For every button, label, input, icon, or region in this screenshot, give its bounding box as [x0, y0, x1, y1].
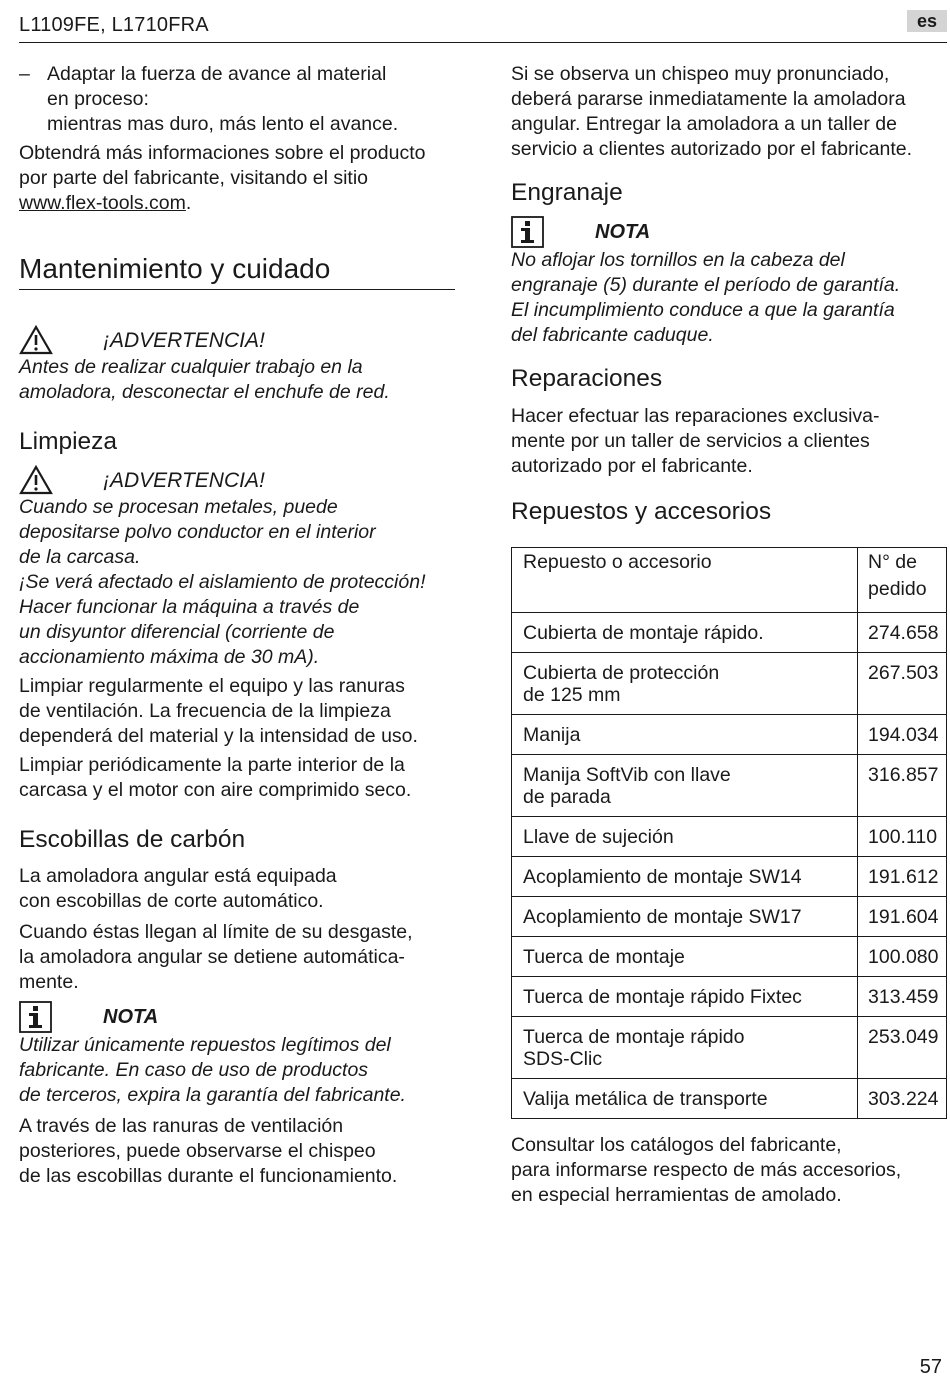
- text-line: mente.: [19, 971, 79, 993]
- part-name: [512, 817, 858, 857]
- part-name: [512, 613, 858, 653]
- website-link[interactable]: www.flex-tools.com: [19, 192, 186, 214]
- text-line: accionamiento máxima de 30 mA).: [19, 646, 320, 668]
- warning-header: [19, 465, 455, 495]
- part-line: de parada: [523, 786, 611, 808]
- text-line: de terceros, expira la garantía del fabricante.: [19, 1084, 406, 1106]
- text-line: Utilizar únicamente repuestos legítimos del: [19, 1034, 391, 1056]
- text-line: con escobillas de corte automático.: [19, 890, 324, 912]
- warning-text: [19, 355, 455, 405]
- dash-line: mientras mas duro, más lento el avance.: [47, 113, 399, 135]
- text-line: dependerá del material y la intensidad de uso.: [19, 725, 418, 747]
- text-line: Hacer efectuar las reparaciones exclusiva-: [511, 405, 880, 427]
- warning-label: ¡ADVERTENCIA!: [103, 329, 265, 352]
- order-number: 194.034: [858, 715, 947, 755]
- order-number: 253.049: [858, 1017, 947, 1079]
- part-line: SDS-Clic: [523, 1048, 603, 1070]
- text-line: carcasa y el motor con aire comprimido seco.: [19, 779, 412, 801]
- note-text: [19, 1033, 455, 1108]
- text-line: mente por un taller de servicios a clientes: [511, 430, 870, 452]
- part-name: [512, 653, 858, 715]
- text-line: Cuando se procesan metales, puede: [19, 496, 338, 518]
- text-line: Limpiar regularmente el equipo y las ranuras: [19, 675, 405, 697]
- cleaning-heading: Limpieza: [19, 428, 118, 455]
- info-icon: [511, 216, 544, 253]
- parts-table: [511, 547, 947, 1119]
- order-number: 303.224: [858, 1079, 947, 1119]
- repairs-heading: Reparaciones: [511, 365, 663, 392]
- part-line: de 125 mm: [523, 684, 621, 706]
- text-line: Hacer funcionar la máquina a través de: [19, 596, 360, 618]
- spark-paragraph: [511, 62, 947, 162]
- text-line: Si se observa un chispeo muy pronunciado,: [511, 63, 890, 85]
- dash-list-item: [19, 62, 455, 137]
- text-line: de la carcasa.: [19, 546, 141, 568]
- order-number: 274.658: [858, 613, 947, 653]
- table-row: [512, 653, 947, 715]
- table-row: [512, 613, 947, 653]
- left-column: [19, 62, 455, 1189]
- text-line: Obtendrá más informaciones sobre el producto: [19, 142, 426, 164]
- table-row: [512, 715, 947, 755]
- warning-header: [19, 325, 455, 355]
- part-line: Manija SoftVib con llave: [523, 764, 731, 786]
- brush-paragraph: [19, 920, 455, 995]
- text-line: deberá pararse inmediatamente la amoladora: [511, 88, 906, 110]
- part-line: Manija: [523, 724, 581, 746]
- text-line: No aflojar los tornillos en la cabeza del: [511, 249, 845, 271]
- table-row: [512, 1079, 947, 1119]
- part-line: Tuerca de montaje rápido: [523, 1026, 745, 1048]
- warning-label: ¡ADVERTENCIA!: [103, 469, 265, 492]
- page-number: 57: [919, 1356, 942, 1378]
- part-name: [512, 857, 858, 897]
- part-line: Tuerca de montaje: [523, 946, 685, 968]
- language-badge: es: [907, 10, 947, 32]
- part-line: Llave de sujeción: [523, 826, 674, 848]
- text-line: angular. Entregar la amoladora a un taller de: [511, 113, 897, 135]
- page-header: [19, 10, 947, 43]
- note-text: [511, 248, 947, 348]
- text-line: autorizado por el fabricante.: [511, 455, 753, 477]
- table-row: [512, 755, 947, 817]
- gear-heading: Engranaje: [511, 179, 623, 206]
- maintenance-heading: [19, 252, 455, 290]
- order-number: 267.503: [858, 653, 947, 715]
- part-name: [512, 1017, 858, 1079]
- brush-paragraph: [19, 1114, 455, 1189]
- note-label: NOTA: [595, 221, 651, 243]
- table-header-row: [512, 548, 947, 613]
- dash-line: Adaptar la fuerza de avance al material: [47, 63, 387, 85]
- brush-paragraph: [19, 864, 455, 914]
- text-line: del fabricante caduque.: [511, 324, 714, 346]
- part-line: Cubierta de protección: [523, 662, 720, 684]
- part-name: [512, 977, 858, 1017]
- text-line: amoladora, desconectar el enchufe de red.: [19, 381, 390, 403]
- text-line: de las escobillas durante el funcionamiento.: [19, 1165, 398, 1187]
- info-icon: [19, 1001, 52, 1038]
- text-line: en especial herramientas de amolado.: [511, 1184, 842, 1206]
- note-label: NOTA: [103, 1006, 159, 1028]
- text-line: fabricante. En caso de uso de productos: [19, 1059, 369, 1081]
- part-name: [512, 715, 858, 755]
- part-name: [512, 1079, 858, 1119]
- warning-triangle-icon: [19, 325, 53, 360]
- text-line: Limpiar periódicamente la parte interior de la: [19, 754, 405, 776]
- note-header: [511, 216, 947, 248]
- right-column: [511, 62, 947, 1208]
- carbon-brushes-heading: Escobillas de carbón: [19, 826, 246, 853]
- period: .: [185, 192, 192, 214]
- table-row: [512, 897, 947, 937]
- table-row: [512, 1017, 947, 1079]
- table-row: [512, 977, 947, 1017]
- part-line: Acoplamiento de montaje SW17: [523, 906, 802, 928]
- header-line: pedido: [868, 578, 927, 600]
- order-number: 191.612: [858, 857, 947, 897]
- model-title: L1109FE, L1710FRA: [19, 14, 209, 36]
- catalog-paragraph: [511, 1133, 947, 1208]
- text-line: La amoladora angular está equipada: [19, 865, 337, 887]
- text-line: El incumplimiento conduce a que la garantía: [511, 299, 895, 321]
- order-number: 316.857: [858, 755, 947, 817]
- order-number: 100.110: [858, 817, 947, 857]
- text-line: Consultar los catálogos del fabricante,: [511, 1134, 842, 1156]
- part-name: [512, 937, 858, 977]
- text-line: por parte del fabricante, visitando el sitio: [19, 167, 369, 189]
- order-number: 191.604: [858, 897, 947, 937]
- part-line: Tuerca de montaje rápido Fixtec: [523, 986, 802, 1008]
- text-line: Antes de realizar cualquier trabajo en la: [19, 356, 363, 378]
- text-line: de ventilación. La frecuencia de la limpieza: [19, 700, 391, 722]
- cleaning-paragraph: [19, 753, 455, 803]
- text-line: Cuando éstas llegan al límite de su desgaste,: [19, 921, 413, 943]
- text-line: engranaje (5) durante el período de garantía.: [511, 274, 901, 296]
- dash-bullet: –: [19, 63, 30, 85]
- part-name: [512, 897, 858, 937]
- warning-text: [19, 495, 455, 670]
- table-row: [512, 937, 947, 977]
- order-number: 313.459: [858, 977, 947, 1017]
- info-paragraph: [19, 141, 455, 216]
- text-line: un disyuntor diferencial (corriente de: [19, 621, 335, 643]
- dash-line: en proceso:: [47, 88, 149, 110]
- text-line: la amoladora angular se detiene automática-: [19, 946, 405, 968]
- note-header: [19, 1001, 455, 1033]
- part-line: Cubierta de montaje rápido.: [523, 622, 764, 644]
- text-line: para informarse respecto de más accesorios,: [511, 1159, 902, 1181]
- text-line: [19, 191, 455, 216]
- column-header-order-number: [858, 548, 947, 613]
- text-line: ¡Se verá afectado el aislamiento de protección!: [19, 571, 426, 593]
- parts-heading: Repuestos y accesorios: [511, 498, 772, 525]
- text-line: depositarse polvo conductor en el interior: [19, 521, 376, 543]
- text-line: servicio a clientes autorizado por el fabricante.: [511, 138, 913, 160]
- cleaning-paragraph: [19, 674, 455, 749]
- part-line: Valija metálica de transporte: [523, 1088, 768, 1110]
- text-line: posteriores, puede observarse el chispeo: [19, 1140, 376, 1162]
- order-number: 100.080: [858, 937, 947, 977]
- part-name: [512, 755, 858, 817]
- warning-triangle-icon: [19, 465, 53, 500]
- column-header-part: Repuesto o accesorio: [512, 548, 858, 613]
- repairs-paragraph: [511, 404, 947, 479]
- part-line: Acoplamiento de montaje SW14: [523, 866, 802, 888]
- section-title: Mantenimiento y cuidado: [19, 253, 331, 284]
- text-line: A través de las ranuras de ventilación: [19, 1115, 344, 1137]
- table-row: [512, 817, 947, 857]
- table-row: [512, 857, 947, 897]
- header-line: N° de: [868, 551, 917, 573]
